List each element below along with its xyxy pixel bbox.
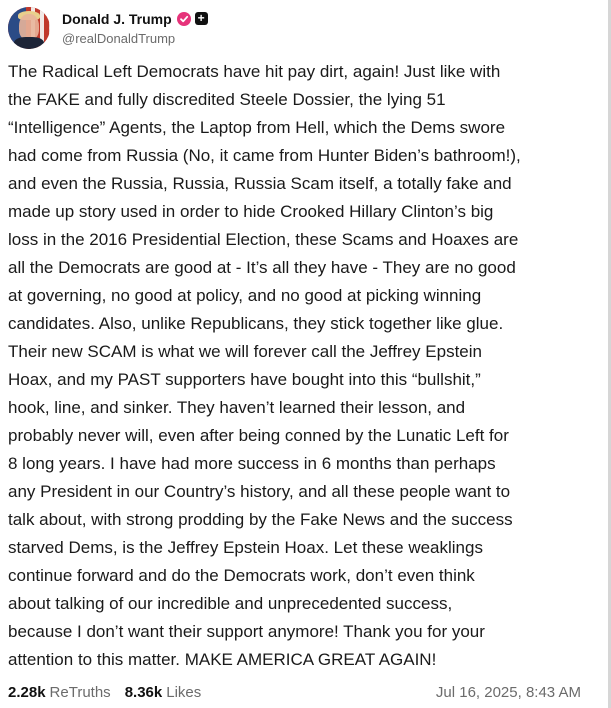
post-header [8,6,208,50]
avatar[interactable] [8,7,50,49]
post-footer [8,684,581,701]
author-name[interactable]: Donald J. Trump [62,10,172,27]
post-timestamp[interactable]: Jul 16, 2025, 8:43 AM [435,684,581,701]
post-text: The Radical Left Democrats have hit pay dirt, again! Just like with the FAKE and fully discredited Steele Dossier, the lying 51 “Intelligence” Agents, the Laptop from Hell, which the Dems swore had come from Russia (No, it came from Hunter Biden’s bathroom!), and even the Russia, Russia, Russia Scam itself, a totally fake and made up story used in order to hide Crooked Hillary Clinton’s big loss in the 2016 Presidential Election, these Scams and Hoaxes are all the Democrats are good at - It’s all they have - They are no good at governing, no good at policy, and no good at picking winning candidates. Also, unlike Republicans, they stick together like glue. Their new SCAM is what we will forever call the Jeffrey Epstein Hoax, and my PAST supporters have bought into this “bullshit,” hook, line, and sinker. They haven’t learned their lesson, and probably never will, even after being conned by the Lunatic Left for 8 long years. I have had more success in 6 months than perhaps any President in our Country’s history, and all these people want to talk about, with strong prodding by the Fake News and the success starved Dems, is the Jeffrey Epstein Hoax. Let these weaklings continue forward and do the Democrats work, don’t even think about talking of our incredible and unprecedented success, because I don’t want their support anymore! Thank you for your attention to this matter. MAKE AMERICA GREAT AGAIN! [8,62,521,669]
author-info [62,11,208,46]
likes-count: 8.36k [124,684,163,701]
plus-badge-icon: + [195,12,208,25]
verified-badge-icon [177,12,191,26]
likes-label: Likes [166,684,202,701]
retruths-count: 2.28k [8,684,46,701]
retruths-stat[interactable] [8,684,111,701]
likes-stat[interactable] [125,684,202,701]
retruths-label: ReTruths [49,684,111,701]
author-handle[interactable]: @realDonaldTrump [62,30,176,46]
